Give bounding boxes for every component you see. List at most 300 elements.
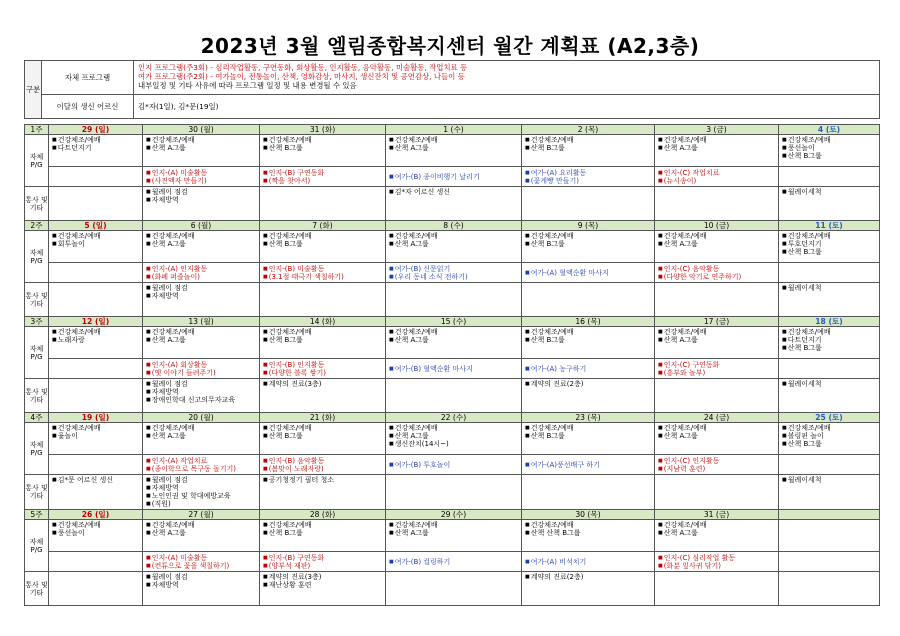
schedule-item: ■ 인지-(C) 인지활동: [658, 457, 775, 465]
day-cell: [522, 572, 655, 606]
schedule-item: ■ 공기청정기 필터 청소: [263, 476, 382, 484]
schedule-item: ■ 건강체조/예배: [146, 328, 256, 336]
day-cell: [260, 379, 386, 413]
schedule-item: ■ 산책 A그룹: [389, 432, 518, 440]
day-cell: [655, 187, 779, 221]
day-cell: [655, 359, 779, 379]
day-header: 21 (화): [260, 413, 386, 423]
schedule-item: ■ (흥부와 놀부): [658, 369, 775, 377]
schedule-item: ■ 김*문 어르신 생신: [52, 476, 139, 484]
day-cell: [655, 231, 779, 263]
schedule-item: ■ (옛 이야기 들려주기): [146, 369, 256, 377]
day-cell: [49, 552, 143, 572]
schedule-item: ■ 건강체조/예배: [389, 136, 518, 144]
schedule-item: ■ 건강체조/예배: [263, 136, 382, 144]
day-cell: [49, 379, 143, 413]
schedule-item: ■ (뉴시송이): [658, 177, 775, 185]
day-header: 31 (화): [260, 125, 386, 135]
day-cell: [522, 520, 655, 552]
day-cell: [260, 283, 386, 317]
day-cell: [655, 167, 779, 187]
schedule-item: ■ 건강체조/예배: [389, 328, 518, 336]
schedule-item: ■ 인지-(B) 음악활동: [263, 457, 382, 465]
schedule-item: ■ 월례이 점검: [146, 573, 256, 581]
calendar-row: [25, 283, 880, 317]
schedule-item: ■ 여가-(A) 요리활동: [525, 169, 651, 177]
schedule-item: ■ 건강체조/예배: [389, 521, 518, 529]
day-cell: [260, 135, 386, 167]
day-cell: [143, 572, 260, 606]
schedule-item: ■ (종이학으로 목구동 돌기기): [146, 465, 256, 473]
calendar-row: [25, 520, 880, 552]
day-header: 24 (금): [655, 413, 779, 423]
schedule-item: ■ 여가-(A) 비석치기: [525, 558, 651, 566]
day-cell: [522, 359, 655, 379]
schedule-item: ■ 자체방역: [146, 484, 256, 492]
schedule-item: ■ 산책 B그룹: [263, 336, 382, 344]
day-cell: [143, 327, 260, 359]
row-label-program: 자체 P/G: [25, 423, 49, 475]
schedule-item: ■ 건강체조/예배: [52, 136, 139, 144]
schedule-item: ■ 건강체조/예배: [146, 232, 256, 240]
day-cell: [143, 263, 260, 283]
legend-table: [24, 60, 880, 119]
day-cell: [779, 135, 880, 167]
day-cell: [49, 359, 143, 379]
row-label-other: 통사 및 기타: [25, 475, 49, 510]
schedule-item: ■ (사진액자 만들기): [146, 177, 256, 185]
schedule-item: ■ 산책 A그룹: [389, 144, 518, 152]
day-header: 13 (월): [143, 317, 260, 327]
schedule-item: ■ 풍선놀이: [52, 529, 139, 537]
week-label: 3주: [25, 317, 49, 327]
schedule-item: ■ 인지-(B) 구연동화: [263, 169, 382, 177]
legend-line: 내부일정 및 기타 사유에 따라 프로그램 일정 및 내용 변경될 수 있음: [138, 81, 357, 90]
schedule-item: ■ 투호던지기: [782, 240, 876, 248]
day-header: 31 (금): [655, 510, 779, 520]
calendar-table: [24, 124, 880, 606]
schedule-item: ■ (양부석 재판): [263, 562, 382, 570]
schedule-item: ■ (3.1절 태극기 색칠하기): [263, 273, 382, 281]
day-header: [779, 510, 880, 520]
schedule-item: ■ 건강체조/예배: [52, 424, 139, 432]
row-label-other: 통사 및 기타: [25, 283, 49, 317]
day-cell: [49, 520, 143, 552]
day-cell: [522, 135, 655, 167]
schedule-item: ■ 산책 A그룹: [146, 144, 256, 152]
day-header: 26 (일): [49, 510, 143, 520]
day-header: 18 (토): [779, 317, 880, 327]
calendar-row: [25, 187, 880, 221]
legend-row-label: 자체 프로그램: [42, 61, 134, 95]
week-label: 5주: [25, 510, 49, 520]
day-cell: [779, 283, 880, 317]
schedule-item: ■ 월례이세척: [782, 476, 876, 484]
calendar-row: [25, 455, 880, 475]
row-label-program: 자체 P/G: [25, 231, 49, 283]
day-header: 19 (일): [49, 413, 143, 423]
schedule-item: ■ 건강체조/예배: [658, 424, 775, 432]
day-cell: [143, 475, 260, 510]
schedule-item: ■ 노인인권 및 학대예방교육: [146, 492, 256, 500]
day-header: 12 (일): [49, 317, 143, 327]
day-cell: [655, 552, 779, 572]
day-cell: [49, 135, 143, 167]
row-label-other: 통사 및 기타: [25, 572, 49, 606]
schedule-item: ■ 건강체조/예배: [525, 136, 651, 144]
schedule-item: ■ 인지-(A) 미술활동: [146, 554, 256, 562]
day-cell: [386, 552, 522, 572]
row-label-program: 자체 P/G: [25, 135, 49, 187]
day-header: 5 (일): [49, 221, 143, 231]
schedule-item: ■ 산책 B그룹: [525, 432, 651, 440]
day-cell: [386, 187, 522, 221]
schedule-item: ■ 월례이세척: [782, 188, 876, 196]
schedule-item: ■ 산책 B그룹: [525, 240, 651, 248]
schedule-item: ■ 자체방역: [146, 196, 256, 204]
day-header: 10 (금): [655, 221, 779, 231]
day-header: 6 (월): [143, 221, 260, 231]
day-cell: [260, 572, 386, 606]
schedule-item: ■ 건강체조/예배: [525, 424, 651, 432]
legend-row-content: [134, 95, 880, 119]
day-cell: [386, 263, 522, 283]
schedule-item: ■ (컨튜으로 꽃을 색칠하기): [146, 562, 256, 570]
day-cell: [260, 187, 386, 221]
schedule-item: ■ 인지-(A) 회상활동: [146, 361, 256, 369]
schedule-item: ■ 여가-(A)풍선배구 하기: [525, 461, 651, 469]
day-cell: [386, 135, 522, 167]
schedule-item: ■ 풍선놀이: [782, 144, 876, 152]
schedule-item: ■ 건강체조/예배: [658, 232, 775, 240]
schedule-item: ■ 월례이세척: [782, 284, 876, 292]
day-cell: [260, 552, 386, 572]
day-cell: [260, 520, 386, 552]
schedule-item: ■ 건강체조/예배: [52, 521, 139, 529]
day-cell: [386, 475, 522, 510]
day-header: 3 (금): [655, 125, 779, 135]
schedule-item: ■ 건강체조/예배: [263, 328, 382, 336]
schedule-item: ■ (직원): [146, 500, 256, 508]
schedule-item: ■ 건강체조/예배: [525, 328, 651, 336]
week-header-row: [25, 221, 880, 231]
day-cell: [779, 359, 880, 379]
schedule-item: ■ 건강체조/예배: [782, 232, 876, 240]
page-title: 2023년 3월 엘림종합복지센터 월간 계획표 (A2,3층): [200, 34, 700, 58]
day-cell: [655, 327, 779, 359]
calendar-row: [25, 379, 880, 413]
week-header-row: [25, 125, 880, 135]
schedule-item: ■ 건강체조/예배: [389, 232, 518, 240]
schedule-item: ■ 산책 A그룹: [146, 336, 256, 344]
calendar-row: [25, 552, 880, 572]
row-label-program: 자체 P/G: [25, 520, 49, 572]
schedule-item: ■ 월례이 점검: [146, 284, 256, 292]
schedule-item: ■ 건강체조/예배: [658, 136, 775, 144]
schedule-item: ■ (우리 동네 소식 전하기): [389, 273, 518, 281]
day-cell: [655, 520, 779, 552]
schedule-item: ■ 산책 B그룹: [782, 344, 876, 352]
day-cell: [260, 263, 386, 283]
schedule-item: ■ 인지-(B) 인지활동: [263, 361, 382, 369]
schedule-item: ■ 건강체조/예배: [525, 232, 651, 240]
schedule-item: ■ 건강체조/예배: [146, 521, 256, 529]
schedule-item: ■ 건강체조/예배: [146, 136, 256, 144]
day-header: 8 (수): [386, 221, 522, 231]
day-header: 29 (수): [386, 510, 522, 520]
schedule-item: ■ 산책 A그룹: [658, 240, 775, 248]
schedule-item: ■ 산책 산책 B그룹: [525, 529, 651, 537]
schedule-item: ■ 회투놀이: [52, 240, 139, 248]
day-header: 20 (월): [143, 413, 260, 423]
week-header-row: [25, 510, 880, 520]
schedule-item: ■ 재난상황 훈련: [263, 581, 382, 589]
schedule-item: ■ (지남력 훈련): [658, 465, 775, 473]
day-cell: [143, 167, 260, 187]
schedule-item: ■ 월례이 점검: [146, 476, 256, 484]
day-cell: [779, 552, 880, 572]
schedule-item: ■ 건강체조/예배: [782, 328, 876, 336]
calendar-row: [25, 423, 880, 455]
week-header-row: [25, 413, 880, 423]
schedule-item: ■ 산책 B그룹: [782, 440, 876, 448]
day-cell: [522, 423, 655, 455]
day-cell: [143, 455, 260, 475]
schedule-item: ■ 윷놀이: [52, 432, 139, 440]
schedule-item: ■ 산책 A그룹: [658, 336, 775, 344]
day-cell: [143, 520, 260, 552]
schedule-item: ■ 인지-(C) 작업치료: [658, 169, 775, 177]
day-header: 16 (목): [522, 317, 655, 327]
day-cell: [386, 520, 522, 552]
day-cell: [779, 327, 880, 359]
schedule-item: ■ 건강체조/예배: [52, 328, 139, 336]
schedule-item: ■ 여가-(B) 투호놀이: [389, 461, 518, 469]
legend-line: 인지 프로그램(주3회) - 심리작업활동, 구연동화, 회상활동, 인지활동, 음악활동, 미술활동, 작업치료 등: [138, 63, 468, 72]
schedule-item: ■ 산책 A그룹: [658, 144, 775, 152]
schedule-item: ■ 여가-(B) 컬링하기: [389, 558, 518, 566]
schedule-item: ■ 인지-(B) 미술활동: [263, 265, 382, 273]
day-header: 2 (목): [522, 125, 655, 135]
schedule-item: ■ 건강체조/예배: [263, 521, 382, 529]
day-cell: [386, 283, 522, 317]
schedule-item: ■ 건강체조/예배: [146, 424, 256, 432]
day-header: 14 (화): [260, 317, 386, 327]
day-cell: [655, 379, 779, 413]
day-cell: [522, 187, 655, 221]
day-cell: [779, 231, 880, 263]
day-cell: [386, 231, 522, 263]
day-cell: [49, 167, 143, 187]
schedule-item: ■ 여가-(B) 혈액순환 마사지: [389, 365, 518, 373]
day-header: 15 (수): [386, 317, 522, 327]
schedule-item: ■ (꽃게빵 만들기): [525, 177, 651, 185]
schedule-item: ■ 산책 B그룹: [263, 144, 382, 152]
day-cell: [655, 423, 779, 455]
schedule-item: ■ 건강체조/예배: [782, 424, 876, 432]
schedule-item: ■ 건강체조/예배: [525, 521, 651, 529]
day-header: 9 (목): [522, 221, 655, 231]
day-cell: [143, 359, 260, 379]
day-cell: [386, 327, 522, 359]
schedule-item: ■ 인지-(A) 작업치료: [146, 457, 256, 465]
week-label: 2주: [25, 221, 49, 231]
day-cell: [260, 455, 386, 475]
week-label: 1주: [25, 125, 49, 135]
day-cell: [655, 475, 779, 510]
day-cell: [779, 423, 880, 455]
day-cell: [655, 135, 779, 167]
schedule-item: ■ 여가-(B) 종이비행기 날리기: [389, 173, 518, 181]
schedule-item: ■ 산책 A그룹: [658, 432, 775, 440]
day-cell: [386, 455, 522, 475]
day-cell: [779, 520, 880, 552]
day-cell: [522, 475, 655, 510]
day-header: 23 (목): [522, 413, 655, 423]
schedule-item: ■ (화폐 퍼즐놀이): [146, 273, 256, 281]
calendar-row: [25, 327, 880, 359]
schedule-item: ■ 월례이 점검: [146, 188, 256, 196]
day-header: 28 (화): [260, 510, 386, 520]
schedule-item: ■ 여가-(A) 농구하기: [525, 365, 651, 373]
day-cell: [49, 475, 143, 510]
day-cell: [779, 379, 880, 413]
week-label: 4주: [25, 413, 49, 423]
schedule-item: ■ 인지-(B) 구연동화: [263, 554, 382, 562]
day-cell: [779, 167, 880, 187]
day-cell: [49, 423, 143, 455]
legend-row-content: [134, 61, 880, 95]
schedule-item: ■ 김*자 어르신 생신: [389, 188, 518, 196]
schedule-item: ■ 산책 A그룹: [146, 529, 256, 537]
day-cell: [522, 231, 655, 263]
day-cell: [260, 231, 386, 263]
day-cell: [143, 379, 260, 413]
schedule-item: ■ 산책 A그룹: [146, 432, 256, 440]
schedule-item: ■ 산책 B그룹: [263, 240, 382, 248]
day-header: 17 (금): [655, 317, 779, 327]
schedule-item: ■ 건강체조/예배: [658, 328, 775, 336]
calendar-row: [25, 167, 880, 187]
schedule-item: ■ 계약의 진료(3층): [263, 573, 382, 581]
day-cell: [49, 263, 143, 283]
schedule-item: ■ (화분 잎사귀 닦기): [658, 562, 775, 570]
day-header: 27 (월): [143, 510, 260, 520]
day-cell: [386, 423, 522, 455]
day-cell: [49, 455, 143, 475]
schedule-item: ■ 산책 A그룹: [389, 336, 518, 344]
day-cell: [386, 359, 522, 379]
day-cell: [522, 455, 655, 475]
row-label-other: 통사 및 기타: [25, 379, 49, 413]
schedule-item: ■ 자체방역: [146, 292, 256, 300]
day-header: 29 (일): [49, 125, 143, 135]
schedule-item: ■ 인지-(A) 미술활동: [146, 169, 256, 177]
schedule-item: ■ 산책 A그룹: [658, 529, 775, 537]
day-header: 7 (화): [260, 221, 386, 231]
day-cell: [522, 327, 655, 359]
day-cell: [49, 231, 143, 263]
day-cell: [779, 475, 880, 510]
day-header: 25 (토): [779, 413, 880, 423]
schedule-item: ■ 산책 B그룹: [263, 432, 382, 440]
day-cell: [143, 231, 260, 263]
day-cell: [260, 423, 386, 455]
day-cell: [143, 135, 260, 167]
schedule-item: ■ 생신잔치(14시~): [389, 440, 518, 448]
day-cell: [143, 423, 260, 455]
schedule-item: ■ 인지-(A) 인지활동: [146, 265, 256, 273]
calendar-row: [25, 231, 880, 263]
schedule-item: ■ 인지-(C) 심리작업 활동: [658, 554, 775, 562]
day-cell: [779, 187, 880, 221]
day-cell: [522, 379, 655, 413]
day-cell: [522, 263, 655, 283]
schedule-item: ■ 다트던지기: [782, 336, 876, 344]
schedule-item: ■ 계약의 진료(3층): [263, 380, 382, 388]
schedule-item: ■ 산책 B그룹: [525, 336, 651, 344]
schedule-item: ■ 장애인학대 신고의무자교육: [146, 396, 256, 404]
schedule-item: ■ 산책 A그룹: [389, 240, 518, 248]
day-cell: [143, 552, 260, 572]
legend-line: 여가 프로그램(주2회) - 여가놀이, 전통놀이, 산책, 영화감상, 마사지, 생신잔치 및 공연감상, 나들이 등: [138, 72, 465, 81]
schedule-item: ■ 건강체조/예배: [658, 521, 775, 529]
row-label-other: 통사 및 기타: [25, 187, 49, 221]
day-cell: [386, 572, 522, 606]
day-cell: [522, 552, 655, 572]
schedule-item: ■ (다양한 블록 쌓기): [263, 369, 382, 377]
schedule-item: ■ 계약의 진료(2층): [525, 380, 651, 388]
schedule-item: ■ 월례이 점검: [146, 380, 256, 388]
schedule-item: ■ 다트던지기: [52, 144, 139, 152]
day-cell: [779, 263, 880, 283]
calendar-row: [25, 135, 880, 167]
day-cell: [49, 572, 143, 606]
legend-group-label: 구분: [25, 61, 42, 119]
schedule-item: ■ 계약의 진료(2층): [525, 573, 651, 581]
schedule-item: ■ 월례이세척: [782, 380, 876, 388]
schedule-item: ■ 건강체조/예배: [389, 424, 518, 432]
calendar-row: [25, 263, 880, 283]
schedule-item: ■ 산책 B그룹: [782, 152, 876, 160]
day-cell: [49, 283, 143, 317]
schedule-item: ■ 여가-(B) 신문읽기: [389, 265, 518, 273]
calendar-row: [25, 572, 880, 606]
schedule-item: ■ 산책 B그룹: [782, 248, 876, 256]
schedule-item: ■ 건강체조/예배: [263, 232, 382, 240]
day-header: 30 (월): [143, 125, 260, 135]
day-header: 4 (토): [779, 125, 880, 135]
schedule-item: ■ 노래자랑: [52, 336, 139, 344]
week-header-row: [25, 317, 880, 327]
day-cell: [260, 167, 386, 187]
day-header: 11 (토): [779, 221, 880, 231]
schedule-item: ■ 건강체조/예배: [52, 232, 139, 240]
calendar-row: [25, 475, 880, 510]
calendar-row: [25, 359, 880, 379]
schedule-item: ■ 인지-(C) 구연동화: [658, 361, 775, 369]
day-cell: [655, 455, 779, 475]
schedule-item: ■ 산책 B그룹: [525, 144, 651, 152]
day-header: 30 (목): [522, 510, 655, 520]
schedule-item: ■ 자체방역: [146, 581, 256, 589]
day-cell: [143, 187, 260, 221]
day-cell: [779, 455, 880, 475]
schedule-item: ■ 건강체조/예배: [263, 424, 382, 432]
schedule-item: ■ 인지-(C) 음악활동: [658, 265, 775, 273]
day-cell: [522, 283, 655, 317]
day-header: 1 (수): [386, 125, 522, 135]
